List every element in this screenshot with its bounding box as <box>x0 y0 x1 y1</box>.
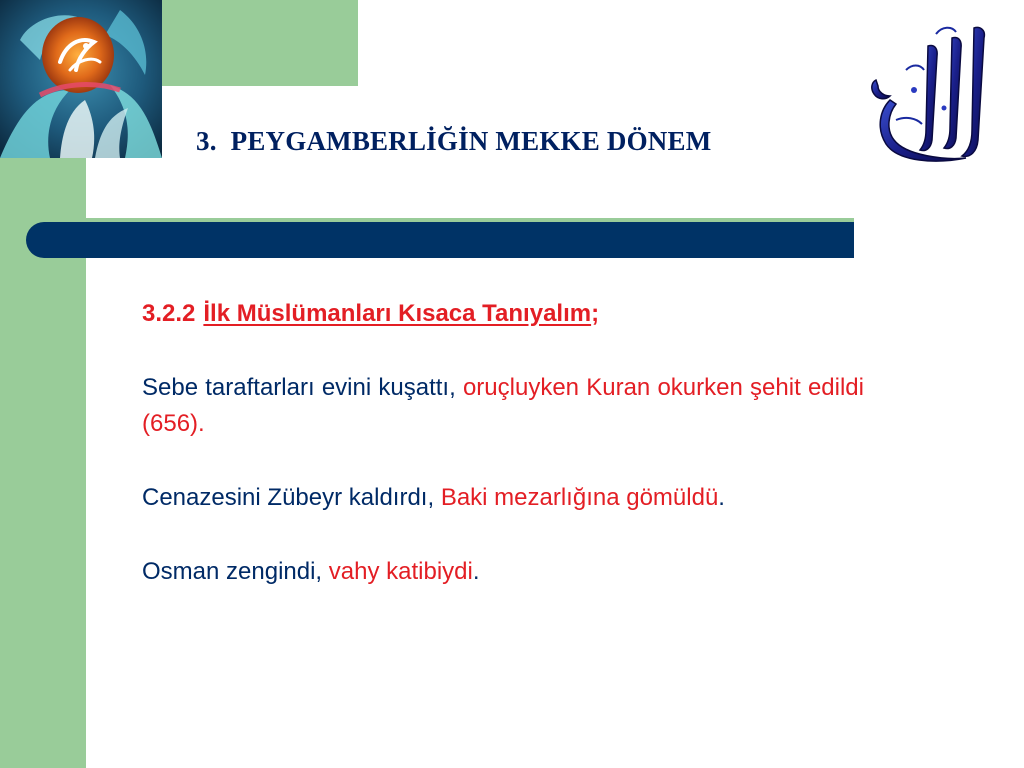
section-number: 3.2.2 <box>142 300 196 327</box>
paragraph-tail: . <box>718 484 725 511</box>
slide-content <box>142 296 864 590</box>
paragraph <box>142 370 864 442</box>
paragraph <box>142 480 864 516</box>
calligraphy-painting-icon <box>0 0 162 158</box>
paragraph-text: Osman zengindi, <box>142 558 329 585</box>
section-title: İlk Müslümanları Kısaca Tanıyalım <box>203 300 592 327</box>
paragraph-highlight: Baki mezarlığına gömüldü <box>440 484 719 511</box>
title-divider-bar <box>26 222 854 258</box>
title-text: PEYGAMBERLİĞİN MEKKE DÖNEM <box>230 126 712 156</box>
slide-title <box>196 126 711 157</box>
paragraph-highlight: oruçluyken Kuran okurken şehit edildi (656). <box>142 374 864 437</box>
allah-calligraphy-icon <box>866 20 998 166</box>
paragraph <box>142 554 864 590</box>
section-punct: ; <box>591 300 600 327</box>
title-number: 3. <box>196 126 217 156</box>
paragraph-text: Cenazesini Zübeyr kaldırdı, <box>142 484 441 511</box>
paragraph-tail: . <box>472 558 480 585</box>
paragraph-highlight: vahy katibiydi <box>328 558 473 585</box>
section-heading <box>142 296 864 332</box>
paragraph-text: Sebe taraftarları evini kuşattı, <box>142 374 463 401</box>
